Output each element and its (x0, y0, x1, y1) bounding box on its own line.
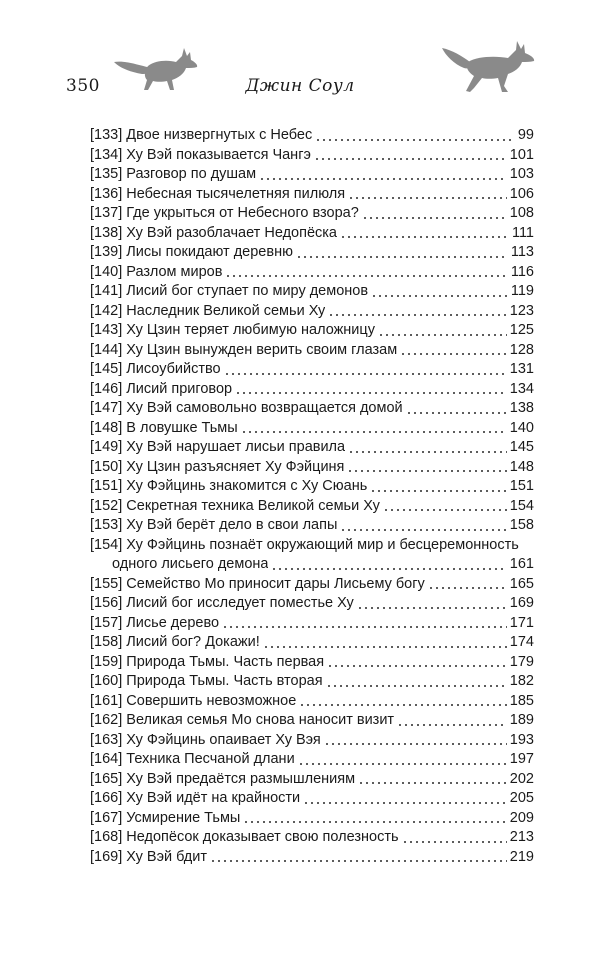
chapter-number: [139] (90, 244, 123, 260)
page-ref: 134 (509, 380, 534, 397)
dot-leader (314, 157, 507, 161)
chapter-title: Ху Вэй показывается Чангэ (126, 146, 311, 163)
page-ref: 161 (509, 556, 534, 572)
chapter-number: [157] (90, 614, 123, 631)
chapter-number: [164] (90, 751, 123, 767)
chapter-number: [168] (90, 829, 123, 845)
dot-leader (298, 762, 507, 766)
page-ref: 145 (509, 439, 534, 455)
dot-leader (243, 820, 506, 824)
chapter-title: Техника Песчаной длани (126, 751, 295, 767)
toc-entry (90, 536, 534, 575)
dot-leader (328, 313, 507, 317)
dot-leader (222, 625, 507, 629)
dot-leader (259, 177, 507, 181)
chapter-number: [169] (90, 848, 123, 865)
chapter-number: [143] (90, 322, 123, 338)
dot-leader (225, 274, 507, 278)
chapter-title-continued: одного лисьего демона (112, 556, 269, 572)
chapter-number: [165] (90, 770, 123, 787)
chapter-title: Ху Фэйцинь познаёт окружающий мир и бесцеремонность (126, 536, 519, 553)
page-ref: 179 (509, 653, 534, 670)
toc-entry (90, 692, 534, 712)
chapter-number: [140] (90, 263, 123, 280)
page-ref: 202 (509, 770, 534, 787)
page-ref: 171 (509, 614, 534, 631)
toc-entry (90, 594, 534, 614)
page-ref: 219 (509, 848, 534, 865)
toc-entry (90, 126, 534, 146)
chapter-number: [163] (90, 731, 123, 748)
page-ref: 99 (517, 127, 534, 143)
chapter-number: [146] (90, 380, 123, 397)
chapter-title: Совершить невозможное (126, 692, 297, 709)
page-header (0, 0, 600, 110)
toc-entry (90, 828, 534, 848)
chapter-title: Природа Тьмы. Часть вторая (126, 673, 323, 689)
dot-leader (348, 450, 507, 454)
dot-leader (327, 664, 507, 668)
dot-leader (340, 528, 506, 532)
chapter-title: Ху Цзин вынужден верить своим глазам (126, 341, 398, 358)
chapter-title: Ху Вэй предаётся размышлениям (126, 770, 356, 787)
chapter-number: [154] (90, 536, 123, 553)
chapter-title: Разговор по душам (126, 166, 257, 182)
dot-leader (326, 684, 507, 688)
chapter-title: Ху Вэй самовольно возвращается домой (126, 400, 403, 416)
chapter-title: Где укрыться от Небесного взора? (126, 205, 359, 221)
dot-leader (224, 372, 507, 376)
toc-entry (90, 282, 534, 302)
chapter-number: [147] (90, 400, 123, 416)
page-ref: 119 (510, 283, 534, 299)
page-ref: 128 (509, 341, 534, 358)
page-ref: 182 (509, 673, 534, 689)
page-ref: 123 (509, 302, 534, 319)
toc-entry (90, 731, 534, 751)
fox-icon (440, 36, 536, 96)
page-ref: 108 (509, 205, 534, 221)
chapter-title: Лисоубийство (126, 361, 221, 377)
toc-entry (90, 419, 534, 439)
chapter-title: Ху Фэйцинь опаивает Ху Вэя (126, 731, 321, 748)
chapter-number: [137] (90, 205, 123, 221)
toc-entry (90, 360, 534, 380)
dot-leader (371, 294, 508, 298)
page-ref: 205 (509, 790, 534, 806)
running-title: Джин Соул (245, 76, 355, 96)
dot-leader (210, 859, 507, 863)
toc-entry (90, 185, 534, 205)
chapter-number: [150] (90, 458, 123, 475)
toc-entry (90, 204, 534, 224)
dot-leader (299, 703, 506, 707)
toc-entry (90, 711, 534, 731)
dot-leader (271, 567, 506, 571)
chapter-title: Лисий бог ступает по миру демонов (126, 283, 369, 299)
dot-leader (315, 138, 515, 142)
chapter-number: [160] (90, 673, 123, 689)
chapter-number: [135] (90, 166, 123, 182)
page-number: 350 (66, 76, 100, 96)
chapter-number: [152] (90, 497, 123, 514)
page-ref: 148 (509, 458, 534, 475)
chapter-title: Ху Вэй разоблачает Недопёска (126, 224, 337, 241)
dot-leader (383, 508, 507, 512)
dot-leader (340, 235, 509, 239)
dot-leader (370, 489, 507, 493)
toc-entry (90, 224, 534, 244)
page-ref: 151 (509, 478, 534, 494)
chapter-title: Ху Вэй нарушает лисьи правила (126, 439, 346, 455)
toc-entry (90, 399, 534, 419)
chapter-number: [166] (90, 790, 123, 806)
toc-entry (90, 243, 534, 263)
chapter-title: Ху Цзин теряет любимую наложницу (126, 322, 375, 338)
toc-entry (90, 302, 534, 322)
page-ref: 103 (509, 166, 534, 182)
chapter-title: Разлом миров (126, 263, 223, 280)
dot-leader (303, 801, 507, 805)
toc-entry (90, 458, 534, 478)
toc-entry (90, 653, 534, 673)
chapter-title: Природа Тьмы. Часть первая (126, 653, 325, 670)
page-ref: 158 (509, 517, 534, 533)
dot-leader (428, 586, 507, 590)
toc-entry (90, 516, 534, 536)
chapter-title: Лисы покидают деревню (126, 244, 293, 260)
table-of-contents (90, 126, 534, 867)
chapter-title: Лисий бог исследует поместье Ху (126, 595, 354, 611)
dot-leader (241, 430, 507, 434)
toc-entry (90, 146, 534, 166)
chapter-number: [153] (90, 517, 123, 533)
dot-leader (402, 840, 507, 844)
dot-leader (358, 781, 507, 785)
chapter-number: [158] (90, 634, 123, 650)
page-ref: 125 (509, 322, 534, 338)
chapter-number: [155] (90, 575, 123, 592)
chapter-title: Секретная техника Великой семьи Ху (126, 497, 380, 514)
dot-leader (347, 469, 506, 473)
chapter-number: [148] (90, 419, 123, 436)
page-ref: 154 (509, 497, 534, 514)
chapter-number: [167] (90, 809, 123, 826)
page-ref: 113 (510, 244, 534, 260)
dot-leader (348, 196, 507, 200)
page-ref: 185 (509, 692, 534, 709)
page-ref: 111 (511, 224, 534, 241)
toc-entry (90, 321, 534, 341)
page-ref: 213 (509, 829, 534, 845)
chapter-title: Лисий приговор (126, 380, 233, 397)
chapter-title: Ху Цзин разъясняет Ху Фэйциня (126, 458, 345, 475)
toc-entry (90, 341, 534, 361)
page-ref: 101 (509, 146, 534, 163)
chapter-number: [151] (90, 478, 123, 494)
page-ref: 116 (510, 263, 534, 280)
chapter-title: Семейство Мо приносит дары Лисьему богу (126, 575, 425, 592)
dot-leader (362, 216, 507, 220)
toc-entry (90, 477, 534, 497)
dot-leader (235, 391, 507, 395)
chapter-title: Ху Фэйцинь знакомится с Ху Сюань (126, 478, 368, 494)
chapter-title: Небесная тысячелетняя пилюля (126, 185, 346, 202)
dot-leader (263, 645, 507, 649)
chapter-title: Ху Вэй бдит (126, 848, 207, 865)
page-ref: 165 (509, 575, 534, 592)
page-ref: 209 (509, 809, 534, 826)
dot-leader (397, 723, 507, 727)
toc-entry (90, 497, 534, 517)
chapter-number: [162] (90, 712, 123, 728)
dot-leader (400, 352, 507, 356)
toc-entry (90, 770, 534, 790)
dot-leader (296, 255, 508, 259)
chapter-number: [134] (90, 146, 123, 163)
chapter-number: [161] (90, 692, 123, 709)
toc-entry (90, 263, 534, 283)
dot-leader (406, 411, 507, 415)
page-ref: 138 (509, 400, 534, 416)
toc-entry (90, 614, 534, 634)
chapter-title: Ху Вэй идёт на крайности (126, 790, 301, 806)
toc-entry (90, 809, 534, 829)
toc-entry (90, 789, 534, 809)
chapter-title: Двое низвергнутых с Небес (126, 127, 313, 143)
chapter-title: Недопёсок доказывает свою полезность (126, 829, 399, 845)
chapter-number: [144] (90, 341, 123, 358)
chapter-number: [138] (90, 224, 123, 241)
page-ref: 174 (509, 634, 534, 650)
toc-entry (90, 848, 534, 868)
chapter-title: Наследник Великой семьи Ху (126, 302, 326, 319)
toc-entry (90, 672, 534, 692)
chapter-title: Лисий бог? Докажи! (126, 634, 260, 650)
chapter-title: Великая семья Мо снова наносит визит (126, 712, 395, 728)
dot-leader (378, 333, 507, 337)
page-ref: 106 (509, 185, 534, 202)
chapter-number: [136] (90, 185, 123, 202)
chapter-number: [156] (90, 595, 123, 611)
page-ref: 197 (509, 751, 534, 767)
chapter-title: Ху Вэй берёт дело в свои лапы (126, 517, 338, 533)
chapter-title: Лисье дерево (126, 614, 220, 631)
chapter-number: [133] (90, 127, 123, 143)
chapter-title: В ловушке Тьмы (126, 419, 238, 436)
chapter-number: [149] (90, 439, 123, 455)
chapter-number: [142] (90, 302, 123, 319)
toc-entry (90, 380, 534, 400)
page-ref: 169 (509, 595, 534, 611)
toc-entry (90, 633, 534, 653)
chapter-number: [145] (90, 361, 123, 377)
page-ref: 131 (509, 361, 534, 377)
toc-entry (90, 438, 534, 458)
chapter-number: [159] (90, 653, 123, 670)
chapter-title: Усмирение Тьмы (126, 809, 241, 826)
dot-leader (357, 606, 507, 610)
chapter-number: [141] (90, 283, 123, 299)
page-ref: 189 (509, 712, 534, 728)
toc-entry (90, 750, 534, 770)
page-ref: 140 (509, 419, 534, 436)
page-ref: 193 (509, 731, 534, 748)
dot-leader (324, 742, 507, 746)
toc-entry (90, 165, 534, 185)
toc-entry (90, 575, 534, 595)
